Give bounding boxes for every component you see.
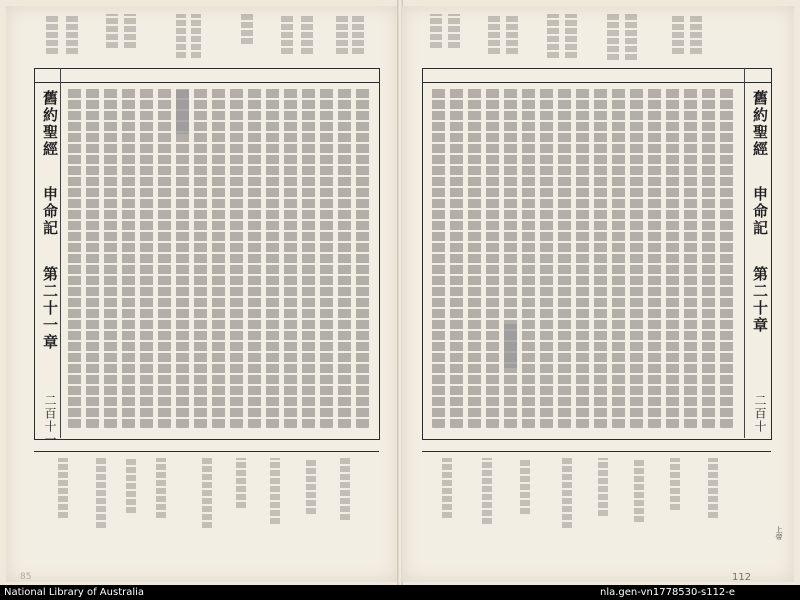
body-text-column xyxy=(486,88,499,428)
body-text-column xyxy=(720,88,733,428)
body-text-column xyxy=(248,88,261,428)
reference-note xyxy=(598,458,608,516)
top-annotation xyxy=(336,14,348,54)
body-text-column xyxy=(356,88,369,428)
reference-note xyxy=(58,458,68,518)
body-text-column xyxy=(612,88,625,428)
reference-note xyxy=(634,458,644,522)
body-text-column xyxy=(140,88,153,428)
top-annotation xyxy=(176,14,186,58)
body-text-column xyxy=(266,88,279,428)
body-text-column xyxy=(630,88,643,428)
right-page xyxy=(402,6,794,582)
top-annotation xyxy=(690,14,702,54)
chapter-marker-highlight xyxy=(504,324,517,368)
top-annotation xyxy=(66,14,78,54)
notes-rule xyxy=(34,451,379,452)
reference-note xyxy=(482,458,492,524)
reference-note xyxy=(708,458,718,518)
notes-rule xyxy=(422,451,771,452)
body-text-column xyxy=(684,88,697,428)
body-text-column xyxy=(176,88,189,428)
top-annotation xyxy=(672,14,684,54)
reference-note xyxy=(306,458,316,514)
body-text-column xyxy=(432,88,445,428)
top-annotation xyxy=(281,14,293,54)
reference-note xyxy=(520,458,530,514)
top-annotation xyxy=(607,14,619,60)
body-text-column xyxy=(86,88,99,428)
reference-note xyxy=(442,458,452,518)
body-text-column xyxy=(558,88,571,428)
section-title: 申命記 xyxy=(41,186,59,237)
top-annotation xyxy=(448,14,460,48)
top-annotation xyxy=(565,14,577,58)
body-text-column xyxy=(194,88,207,428)
body-text-column xyxy=(122,88,135,428)
reference-note xyxy=(670,458,680,510)
reference-note xyxy=(96,458,106,528)
body-text-column xyxy=(68,88,81,428)
body-text-column xyxy=(284,88,297,428)
body-text-column xyxy=(338,88,351,428)
verse-number-rule xyxy=(34,82,379,83)
body-text-column xyxy=(450,88,463,428)
body-text-column xyxy=(504,88,517,428)
top-annotation xyxy=(625,14,637,60)
body-text-column xyxy=(104,88,117,428)
body-text-column xyxy=(594,88,607,428)
top-annotation xyxy=(506,14,518,54)
body-text-column xyxy=(302,88,315,428)
top-annotation xyxy=(191,14,201,58)
reference-note xyxy=(236,458,246,508)
top-annotation xyxy=(430,14,442,48)
record-identifier: nla.gen-vn1778530-s112-e xyxy=(600,587,736,598)
top-annotation xyxy=(301,14,313,54)
body-text-column xyxy=(230,88,243,428)
body-text-column xyxy=(576,88,589,428)
top-annotation xyxy=(352,14,364,54)
top-annotation xyxy=(547,14,559,58)
body-text-column xyxy=(320,88,333,428)
body-text-column xyxy=(666,88,679,428)
top-annotation xyxy=(106,14,118,48)
top-annotation xyxy=(488,14,500,54)
section-title: 申命記 xyxy=(751,186,769,237)
publisher-mark: 上帝 xyxy=(775,526,783,540)
top-annotation xyxy=(46,14,58,54)
chapter-heading: 第二十一章 xyxy=(41,266,59,351)
library-credit: National Library of Australia xyxy=(4,587,145,598)
reference-note xyxy=(270,458,280,524)
body-text-column xyxy=(212,88,225,428)
left-page xyxy=(6,6,398,582)
book-title: 舊約聖經 xyxy=(41,90,59,158)
body-text-column xyxy=(648,88,661,428)
chapter-marker-highlight xyxy=(176,90,189,134)
chapter-heading: 第二十章 xyxy=(751,266,769,334)
library-footer xyxy=(0,585,800,600)
reference-note xyxy=(202,458,212,528)
bottom-mark: 85 xyxy=(20,572,32,582)
margin-rule xyxy=(744,68,745,438)
body-text-column xyxy=(702,88,715,428)
reference-note xyxy=(156,458,166,518)
body-text-column xyxy=(158,88,171,428)
reference-note xyxy=(340,458,350,520)
folio-mark: 112 xyxy=(732,572,752,583)
page-number: 二百十一 xyxy=(43,394,57,446)
body-text-column xyxy=(540,88,553,428)
reference-note xyxy=(126,458,136,513)
page-number: 二百十 xyxy=(753,394,767,433)
top-annotation xyxy=(241,14,253,44)
body-text-column xyxy=(468,88,481,428)
reference-note xyxy=(562,458,572,528)
verse-number-rule xyxy=(422,82,771,83)
book-title: 舊約聖經 xyxy=(751,90,769,158)
body-text-column xyxy=(522,88,535,428)
top-annotation xyxy=(124,14,136,48)
